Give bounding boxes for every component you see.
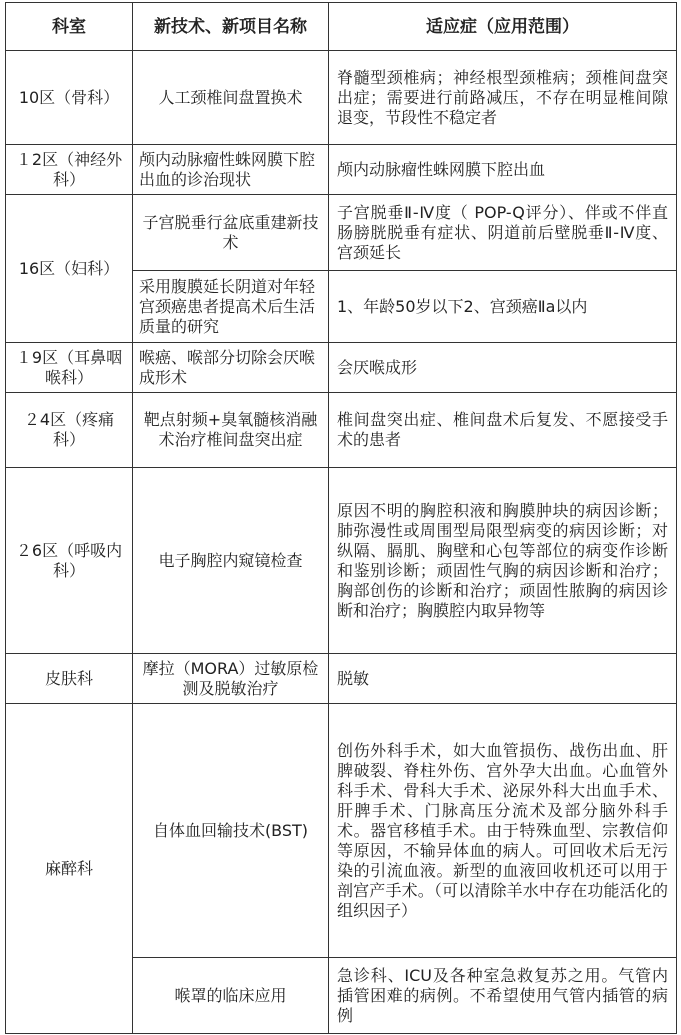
- project-cell: 子宫脱垂行盆底重建新技术: [133, 195, 329, 271]
- dept-cell: 皮肤科: [6, 654, 133, 704]
- indication-cell: 原因不明的胸腔积液和胸膜肿块的病因诊断；肺弥漫性或周围型局限型病变的病因诊断；对纵隔、膈肌、胸壁和心包等部位的病变作诊断和鉴别诊断；顽固性气胸的病因诊断和治疗；胸部创伤的诊断和治疗；顽固性脓胸的病因诊断和治疗；胸膜腔内取异物等: [329, 468, 677, 654]
- header-dept: 科室: [6, 3, 133, 51]
- indication-cell: 会厌喉成形: [329, 343, 677, 393]
- dept-cell: 16区（妇科）: [6, 195, 133, 343]
- indication-cell: 椎间盘突出症、椎间盘术后复发、不愿接受手术的患者: [329, 393, 677, 468]
- dept-cell: ２4区（疼痛科）: [6, 393, 133, 468]
- dept-cell: ２6区（呼吸内科）: [6, 468, 133, 654]
- table-row: [6, 145, 677, 195]
- indication-cell: 急诊科、ICU及各种室急救复苏之用。气管内插管困难的病例。不希望使用气管内插管的病例: [329, 958, 677, 1034]
- project-cell: 采用腹膜延长阴道对年轻宫颈癌患者提高术后生活质量的研究: [133, 271, 329, 343]
- table-row: [6, 468, 677, 654]
- header-indication: 适应症（应用范围）: [329, 3, 677, 51]
- project-cell: 摩拉（MORA）过敏原检测及脱敏治疗: [133, 654, 329, 704]
- dept-cell: １9区（耳鼻咽喉科）: [6, 343, 133, 393]
- indication-cell: 子宫脱垂Ⅱ-Ⅳ度（ POP-Q评分）、伴或不伴直肠膀胱脱垂有症状、阴道前后壁脱垂Ⅱ-Ⅳ度、宫颈延长: [329, 195, 677, 271]
- dept-cell: 10区（骨科）: [6, 51, 133, 145]
- indication-cell: 颅内动脉瘤性蛛网膜下腔出血: [329, 145, 677, 195]
- header-row: [6, 3, 677, 51]
- technology-table: [5, 2, 677, 1034]
- dept-cell: 麻醉科: [6, 704, 133, 1034]
- project-cell: 电子胸腔内窥镜检查: [133, 468, 329, 654]
- table-row: [6, 343, 677, 393]
- indication-cell: 1、年龄50岁以下2、宫颈癌Ⅱa以内: [329, 271, 677, 343]
- table-row: [6, 704, 677, 958]
- project-cell: 喉癌、喉部分切除会厌喉成形术: [133, 343, 329, 393]
- table-row: [6, 654, 677, 704]
- project-cell: 喉罩的临床应用: [133, 958, 329, 1034]
- table-row: [6, 51, 677, 145]
- indication-cell: 脱敏: [329, 654, 677, 704]
- indication-cell: 创伤外科手术，如大血管损伤、战伤出血、肝脾破裂、脊柱外伤、宫外孕大出血。心血管外科手术、骨科大手术、泌尿外科大出血手术、肝脾手术、门脉高压分流术及部分脑外科手术。器官移植手术。由于特殊血型、宗教信仰等原因，不输异体血的病人。可回收术后无污染的引流血液。新型的血液回收机还可以用于剖宫产手术。（可以清除羊水中存在功能活化的组织因子）: [329, 704, 677, 958]
- project-cell: 自体血回输技术(BST): [133, 704, 329, 958]
- dept-cell: １2区（神经外科）: [6, 145, 133, 195]
- header-project: 新技术、新项目名称: [133, 3, 329, 51]
- project-cell: 靶点射频+臭氧髓核消融术治疗椎间盘突出症: [133, 393, 329, 468]
- table-row: [6, 393, 677, 468]
- project-cell: 人工颈椎间盘置换术: [133, 51, 329, 145]
- table-row: [6, 195, 677, 271]
- indication-cell: 脊髓型颈椎病；神经根型颈椎病；颈椎间盘突出症；需要进行前路减压，不存在明显椎间隙退变，节段性不稳定者: [329, 51, 677, 145]
- project-cell: 颅内动脉瘤性蛛网膜下腔出血的诊治现状: [133, 145, 329, 195]
